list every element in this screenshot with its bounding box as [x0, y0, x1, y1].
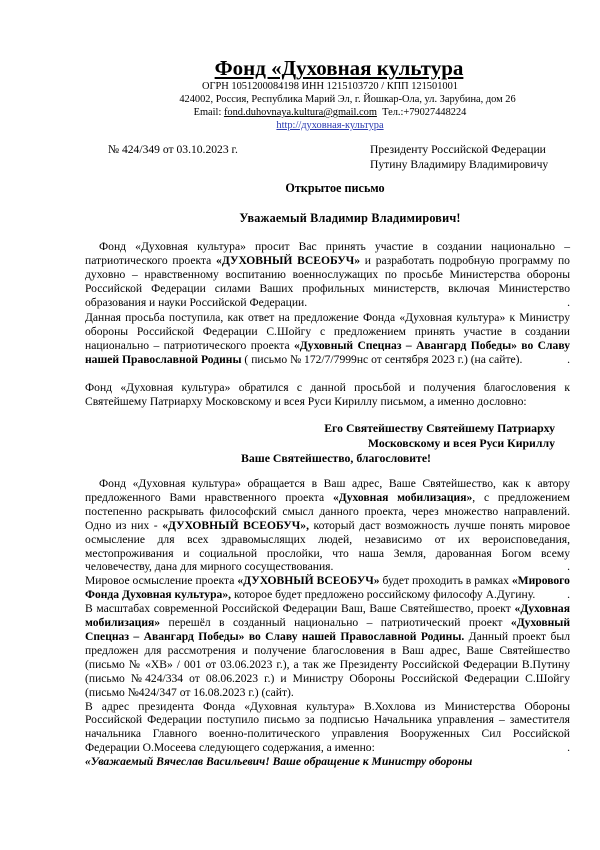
email-link[interactable]: fond.duhovnaya.kultura@gmail.com — [223, 107, 377, 118]
text: Данный проект был предложен для рассмотрения и получение благословения в Ваш адрес, Ваше Святейшество (письмо № «ХВ» / 001 от 03.06.2023 г.), а так же Президенту Российской Федерации В.Путину (письмо №424/334 от 08.06.2023 г.) и Министру Обороны Российской Федерации С.Шойгу (письмо №424/347 от 16.08.2023 г.) (сайт). — [85, 629, 570, 699]
addressee-name: Путину Владимиру Владимировичу — [370, 158, 549, 171]
trailing-dot: . — [567, 741, 570, 755]
salutation-line-3: Ваше Святейшество, благословите! — [241, 451, 431, 465]
letterhead — [0, 57, 600, 132]
website-line — [60, 119, 600, 132]
salutation-line-2: Московскому и всея Руси Кириллу — [367, 436, 555, 450]
email-label: Email: — [193, 107, 224, 118]
project-name: «Духовная мобилизация» — [332, 490, 473, 504]
trailing-dot: . — [567, 295, 570, 309]
project-name: «Духовный Спецназ – Авангард Победы» во Славу нашей Православной Родины. — [85, 616, 570, 643]
paragraph-3 — [85, 381, 570, 409]
quoted-letter-start: «Уважаемый Вячеслав Васильевич! Ваше обращение к Министру обороны — [85, 755, 473, 769]
text: Мировое осмысление проекта — [85, 574, 238, 588]
org-address: 424002, Россия, Республика Марий Эл, г. Йошкар-Ола, ул. Зарубина, дом 26 — [179, 94, 516, 105]
text: которое будет предложено российскому философу А.Дугину. — [231, 588, 536, 602]
contact-line — [60, 106, 600, 119]
trailing-dot: . — [567, 352, 570, 366]
text: который даст возможность лучше понять мировое осмысление для всех здравомыслящих людей, независимо от их вероисповедания, местопроживания и социальной прослойки, что наша Земля, дарованная Богом всему человечеству, дана для мирного сосуществования. — [85, 518, 570, 574]
paragraph-8 — [85, 755, 570, 769]
paragraph-6 — [85, 602, 570, 699]
text: Данная просьба поступила, как ответ на предложение Фонда «Духовная культура» к Министру обороны Российской Федерации С.Шойгу с предложением принять участие в создании национально – патриотического проекта — [85, 311, 570, 352]
phone: Тел.:+79027448224 — [382, 107, 467, 118]
text: Фонд «Духовная культура» обратился с данной просьбой и получения благословения к Святейшему Патриарху Московскому и всея Руси Кириллу письмом, а именно дословно: — [85, 381, 570, 408]
text: Фонд «Духовная культура» просит Вас принять участие в создании национально – патриотического проекта — [85, 240, 570, 267]
text: и разработать подробную программу по духовно – нравственному воспитанию военнослужащих по просьбе Министерства обороны Российской Федерации силами Ваших профильных министерств, включая Министерство образования и науки Российской Федерации. — [85, 253, 570, 309]
text: ( письмо № 172/7/7999нс от сентября 2023 г.) (на сайте). — [241, 352, 523, 366]
project-name: «ДУХОВНЫЙ ВСЕОБУЧ» — [237, 574, 380, 588]
letter-title: Открытое письмо — [285, 181, 385, 195]
paragraph-5 — [85, 574, 570, 602]
project-name: «Духовная мобилизация» — [85, 602, 570, 630]
registration-numbers: ОГРН 1051200084198 ИНН 1215103720 / КПП 121501001 — [202, 81, 458, 92]
text: перешёл в созданный национально – патриотический проект — [160, 616, 511, 630]
project-name: «ДУХОВНЫЙ ВСЕОБУЧ», — [162, 518, 309, 532]
paragraph-4 — [85, 477, 570, 574]
trailing-dot: . — [567, 560, 570, 574]
website-link[interactable]: http://духовная-культура — [276, 120, 384, 131]
trailing-dot: . — [567, 588, 570, 602]
fund-name: «Мирового Фонда Духовная культура», — [85, 574, 570, 602]
project-name: «Духовный Спецназ – Авангард Победы» во Славу нашей Православной Родины — [85, 338, 570, 366]
text: В адрес президента Фонда «Духовная культура» В.Хохлова из Министерства Обороны Российской Федерации поступило письмо за подписью Начальника управления – заместителя начальника Главного военно-политического управления Вооруженных Сил Российской Федерации О.Мосеева следующего содержания, а именно: — [85, 699, 570, 755]
greeting: Уважаемый Владимир Владимирович! — [239, 211, 461, 225]
project-name: «ДУХОВНЫЙ ВСЕОБУЧ» — [216, 253, 361, 267]
org-name: Фонд «Духовная культура — [214, 56, 464, 80]
letter-reference: № 424/349 от 03.10.2023 г. — [108, 143, 238, 156]
paragraph-group — [85, 477, 570, 769]
text: будет проходить в рамках — [379, 574, 512, 588]
text: , с предложением постепенно раскрывать философский смысл данного проекта, через множество направлений. Одно из них - — [85, 490, 570, 532]
addressee-title: Президенту Российской Федерации — [370, 143, 546, 156]
paragraph-1 — [85, 240, 570, 310]
salutation-line-1: Его Святейшеству Святейшему Патриарху — [324, 421, 555, 435]
text: В масштабах современной Российской Федерации Ваш, Ваше Святейшество, проект — [85, 602, 515, 616]
paragraph-2 — [85, 311, 570, 367]
paragraph-7 — [85, 700, 570, 756]
addressee — [370, 142, 548, 172]
text: Фонд «Духовная культура» обращается в Ваш адрес, Ваше Святейшество, как к автору предложенного Вами нравственного проекта — [85, 477, 570, 504]
